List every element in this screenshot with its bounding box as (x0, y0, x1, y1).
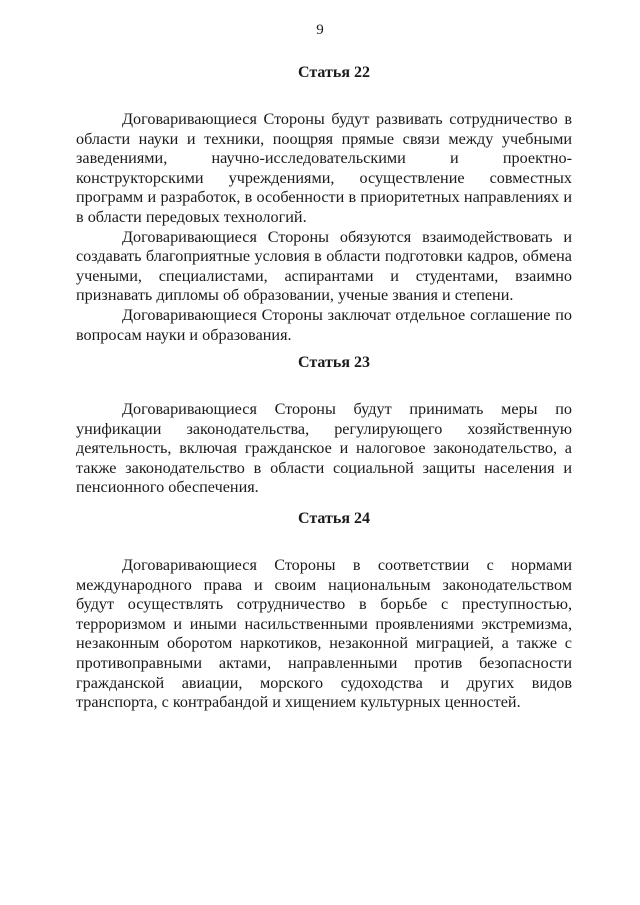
article-paragraph: Договаривающиеся Стороны будут развивать сотрудничество в области науки и техники, поощряя прямые связи между учебными заведениями, научно-исследовательскими и проектно-конструкторскими учреждениями, осуществление совместных программ и разработок, в особенности в приоритетных направлениях и в области передовых технологий. (76, 110, 572, 226)
article-title: Статья 22 (298, 64, 370, 81)
article-paragraph: Договаривающиеся Стороны заключат отдельное соглашение по вопросам науки и образования. (76, 305, 572, 344)
article-paragraph: Договаривающиеся Стороны обязуются взаимодействовать и создавать благоприятные условия в области подготовки кадров, обмена учеными, специалистами, аспирантами и студентами, взаимно признавать дипломы об образовании, ученые звания и степени. (76, 227, 572, 305)
article-title: Статья 24 (298, 510, 370, 527)
article-23 (76, 354, 572, 498)
article-24 (76, 510, 572, 713)
article-title: Статья 23 (298, 354, 370, 371)
article-paragraph: Договаривающиеся Стороны будут принимать меры по унификации законодательства, регулирующего хозяйственную деятельность, включая гражданское и налоговое законодательство, а также законодательство в области социальной защиты населения и пенсионного обеспечения. (76, 400, 572, 497)
page-number: 9 (316, 22, 324, 38)
article-paragraph: Договаривающиеся Стороны в соответствии с нормами международного права и своим национальным законодательством будут осуществлять сотрудничество в борьбе с преступностью, терроризмом и иными насильственными проявлениями экстремизма, незаконным оборотом наркотиков, незаконной миграцией, а также с противоправными актами, направленными против безопасности гражданской авиации, морского судоходства и других видов транспорта, с контрабандой и хищением культурных ценностей. (76, 556, 572, 712)
article-22 (76, 64, 572, 345)
